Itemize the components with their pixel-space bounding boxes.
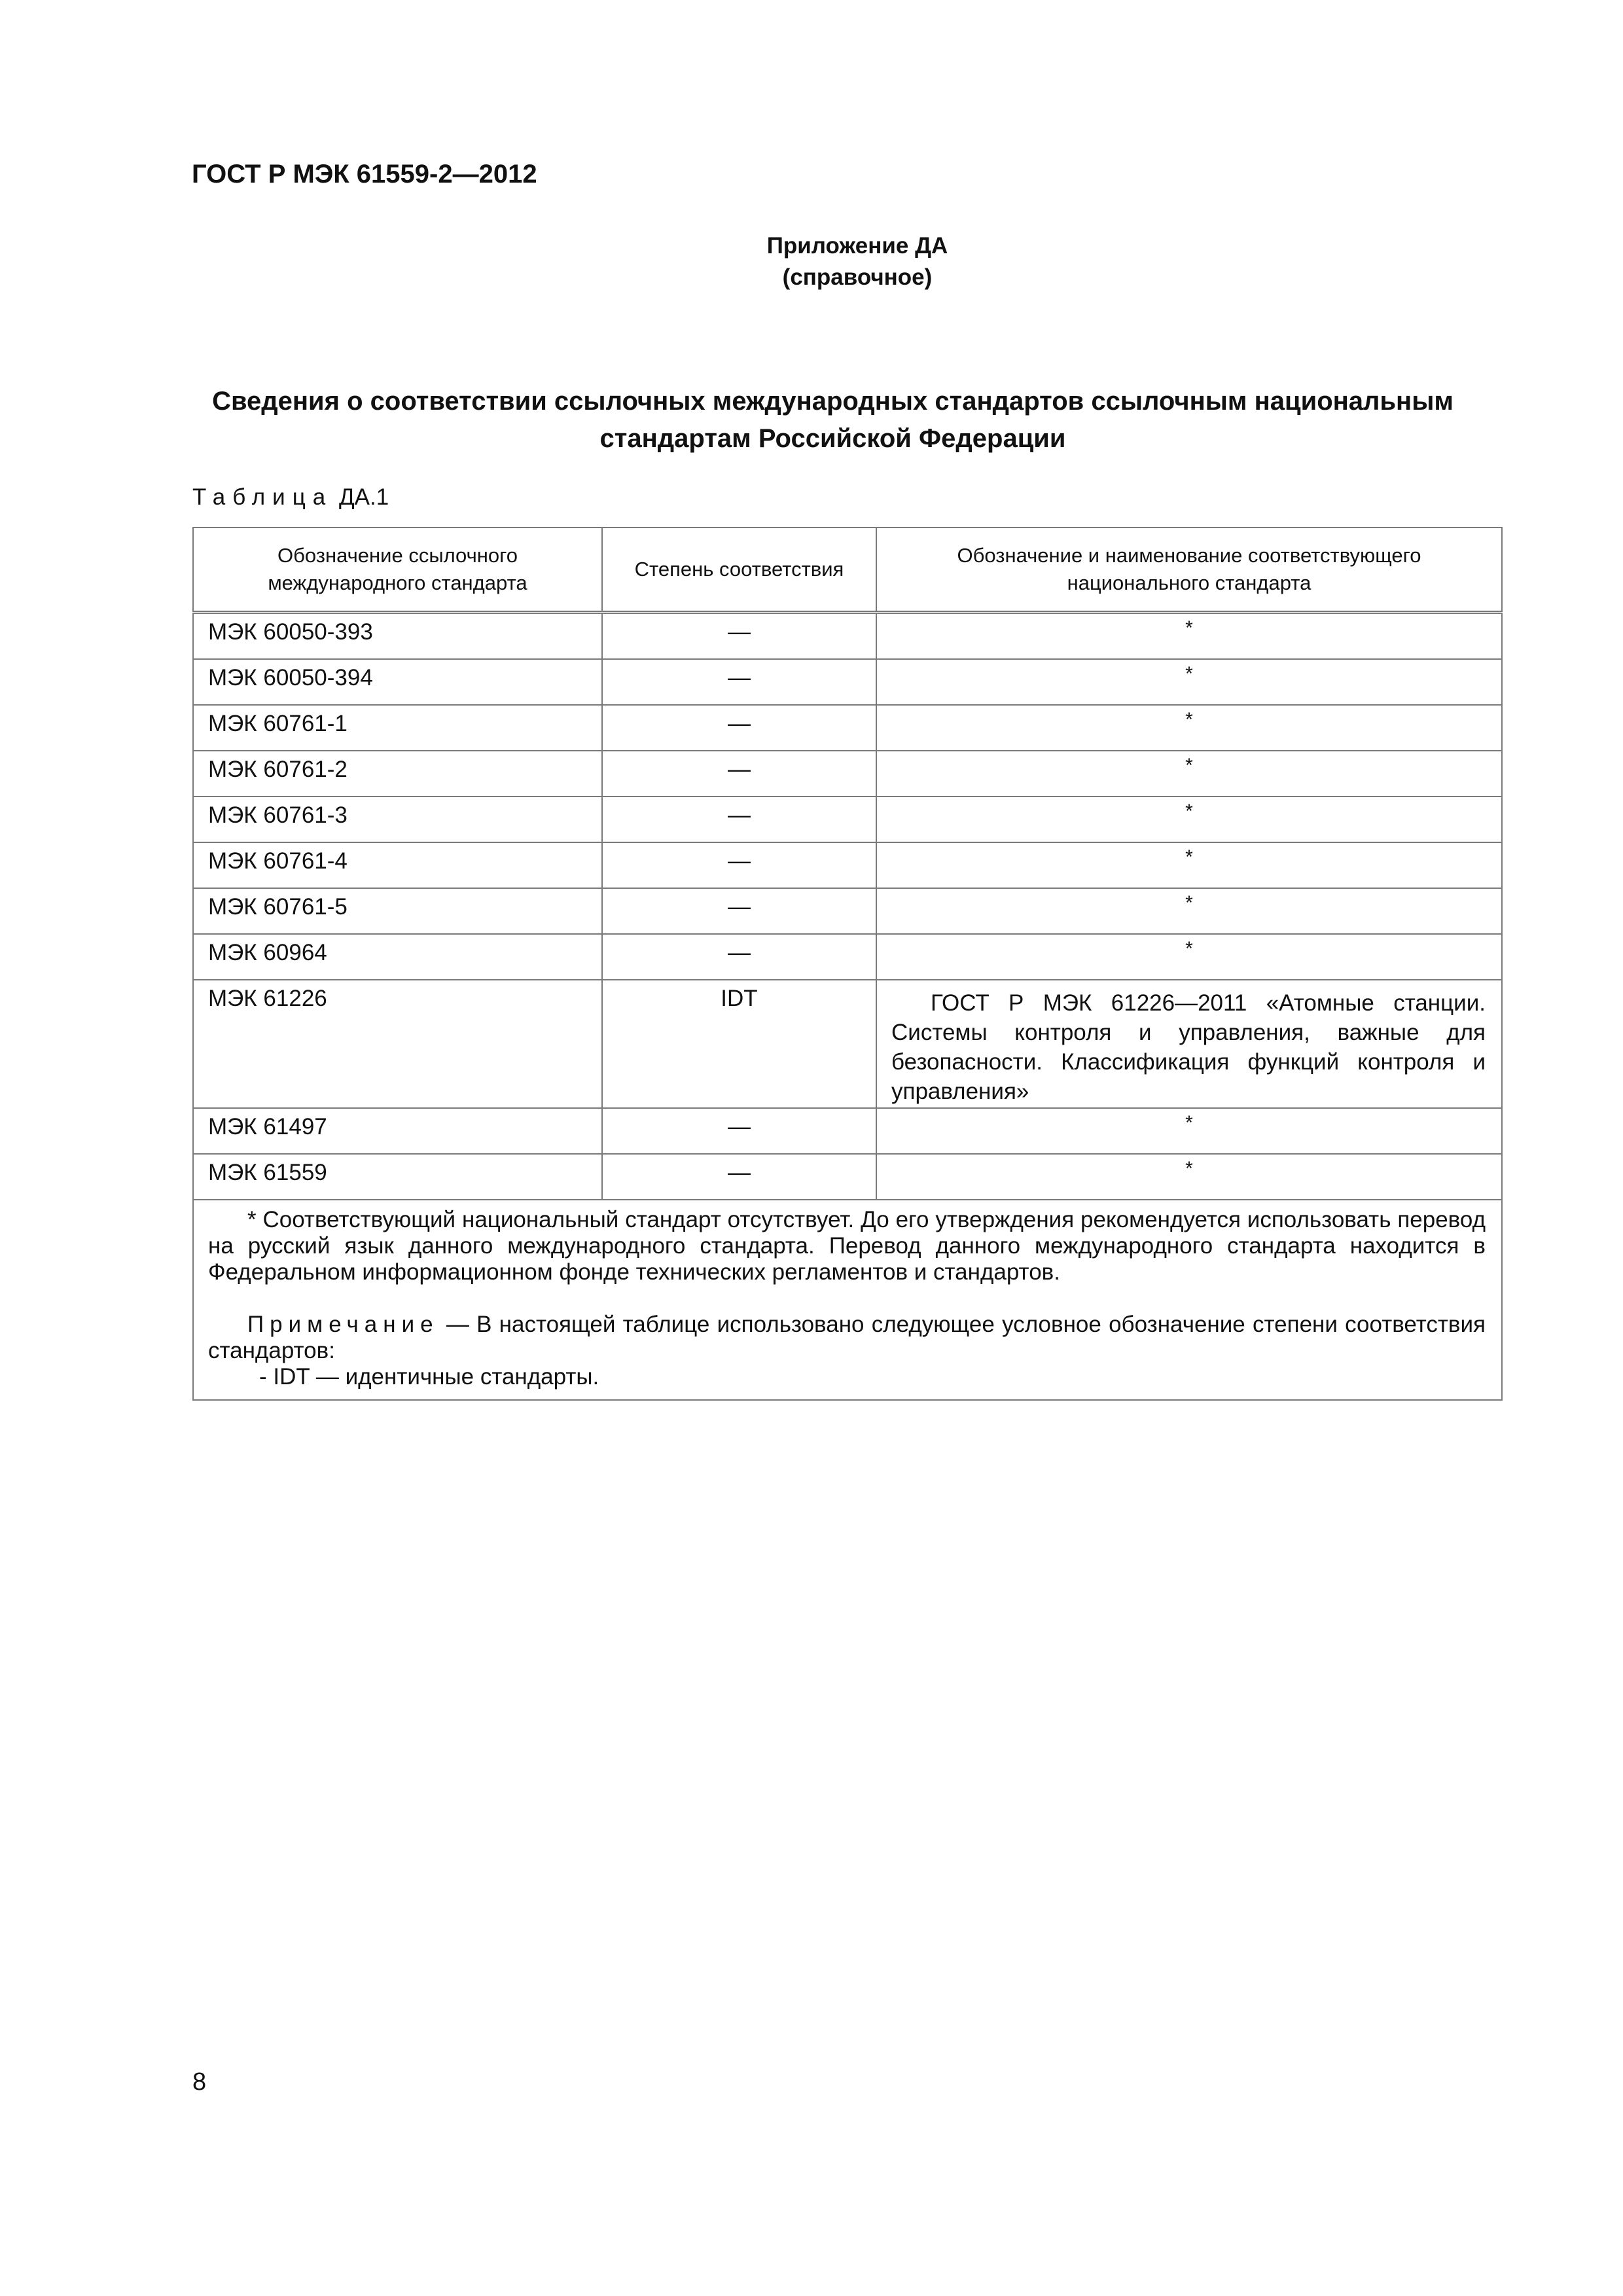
table-footnote-row: [193, 1200, 1502, 1400]
table-row: [193, 613, 1502, 660]
section-title-line1: Сведения о соответствии ссылочных международных стандартов ссылочным национальным: [212, 387, 1454, 416]
national-standard-cell: *: [876, 1108, 1502, 1154]
intl-standard-cell: МЭК 60761-1: [193, 705, 602, 751]
annex-kind: (справочное): [782, 264, 933, 290]
intl-standard-cell: МЭК 60964: [193, 934, 602, 980]
section-title-line2: стандартам Российской Федерации: [599, 424, 1066, 453]
section-title: [183, 383, 1482, 457]
degree-cell: —: [602, 613, 876, 660]
national-standard-cell: *: [876, 751, 1502, 797]
intl-standard-cell: МЭК 60761-3: [193, 797, 602, 842]
national-standard-cell: *: [876, 613, 1502, 660]
column-header-degree: Степень соответствия: [602, 528, 876, 613]
table-caption-word: Таблица: [192, 484, 333, 510]
note-label: Примечание: [247, 1312, 439, 1337]
degree-cell: —: [602, 1154, 876, 1200]
intl-standard-cell: МЭК 61226: [193, 980, 602, 1108]
degree-cell: —: [602, 1108, 876, 1154]
intl-standard-cell: МЭК 61497: [193, 1108, 602, 1154]
column-header-national: Обозначение и наименование соответствующего национального стандарта: [876, 528, 1502, 613]
table-caption-number: ДА.1: [338, 484, 389, 510]
page-number: 8: [192, 2068, 207, 2096]
intl-standard-cell: МЭК 61559: [193, 1154, 602, 1200]
annex-title: Приложение ДА: [766, 233, 948, 259]
table-row: [193, 797, 1502, 842]
national-standard-cell: *: [876, 842, 1502, 888]
degree-cell: —: [602, 797, 876, 842]
national-standard-cell: *: [876, 1154, 1502, 1200]
footnote-text: * Соответствующий национальный стандарт отсутствует. До его утверждения рекомендуется использовать перевод на русский язык данного международного стандарта. Перевод данного международного стандарта находится в Федеральном информационном фонде технических регламентов и стандартов.: [208, 1207, 1486, 1285]
table-row: [193, 1108, 1502, 1154]
degree-cell: —: [602, 705, 876, 751]
national-standard-cell: *: [876, 797, 1502, 842]
national-standard-cell: *: [876, 659, 1502, 705]
table-row: [193, 888, 1502, 934]
degree-cell: —: [602, 751, 876, 797]
intl-standard-cell: МЭК 60761-5: [193, 888, 602, 934]
intl-standard-cell: МЭК 60761-4: [193, 842, 602, 888]
degree-cell: —: [602, 888, 876, 934]
column-header-intl: Обозначение ссылочного международного стандарта: [193, 528, 602, 613]
table-footnote-cell: [193, 1200, 1502, 1400]
table-header-row: [193, 528, 1502, 613]
table-row: [193, 751, 1502, 797]
degree-cell: IDT: [602, 980, 876, 1108]
national-standard-cell: *: [876, 888, 1502, 934]
national-standard-text: ГОСТ Р МЭК 61226—2011 «Атомные станции. Системы контроля и управления, важные для безопасности. Классификация функций контроля и управления»: [891, 990, 1486, 1104]
table-row: [193, 980, 1502, 1108]
intl-standard-cell: МЭК 60050-393: [193, 613, 602, 660]
degree-cell: —: [602, 934, 876, 980]
note-paragraph: [208, 1312, 1486, 1364]
degree-cell: —: [602, 842, 876, 888]
annex-heading: [687, 230, 1027, 293]
national-standard-cell: *: [876, 934, 1502, 980]
table-row: [193, 705, 1502, 751]
national-standard-cell: *: [876, 705, 1502, 751]
degree-cell: —: [602, 659, 876, 705]
table-caption: [192, 484, 389, 511]
intl-standard-cell: МЭК 60761-2: [193, 751, 602, 797]
table-row: [193, 842, 1502, 888]
document-code: ГОСТ Р МЭК 61559-2—2012: [192, 160, 537, 188]
note-text: — В настоящей таблице использовано следующее условное обозначение степени соответствия стандартов:: [208, 1312, 1486, 1363]
intl-standard-cell: МЭК 60050-394: [193, 659, 602, 705]
table-row: [193, 1154, 1502, 1200]
correspondence-table: [192, 527, 1503, 1401]
national-standard-cell: [876, 980, 1502, 1108]
table-row: [193, 934, 1502, 980]
table-row: [193, 659, 1502, 705]
note-item: - IDT — идентичные стандарты.: [259, 1364, 599, 1390]
